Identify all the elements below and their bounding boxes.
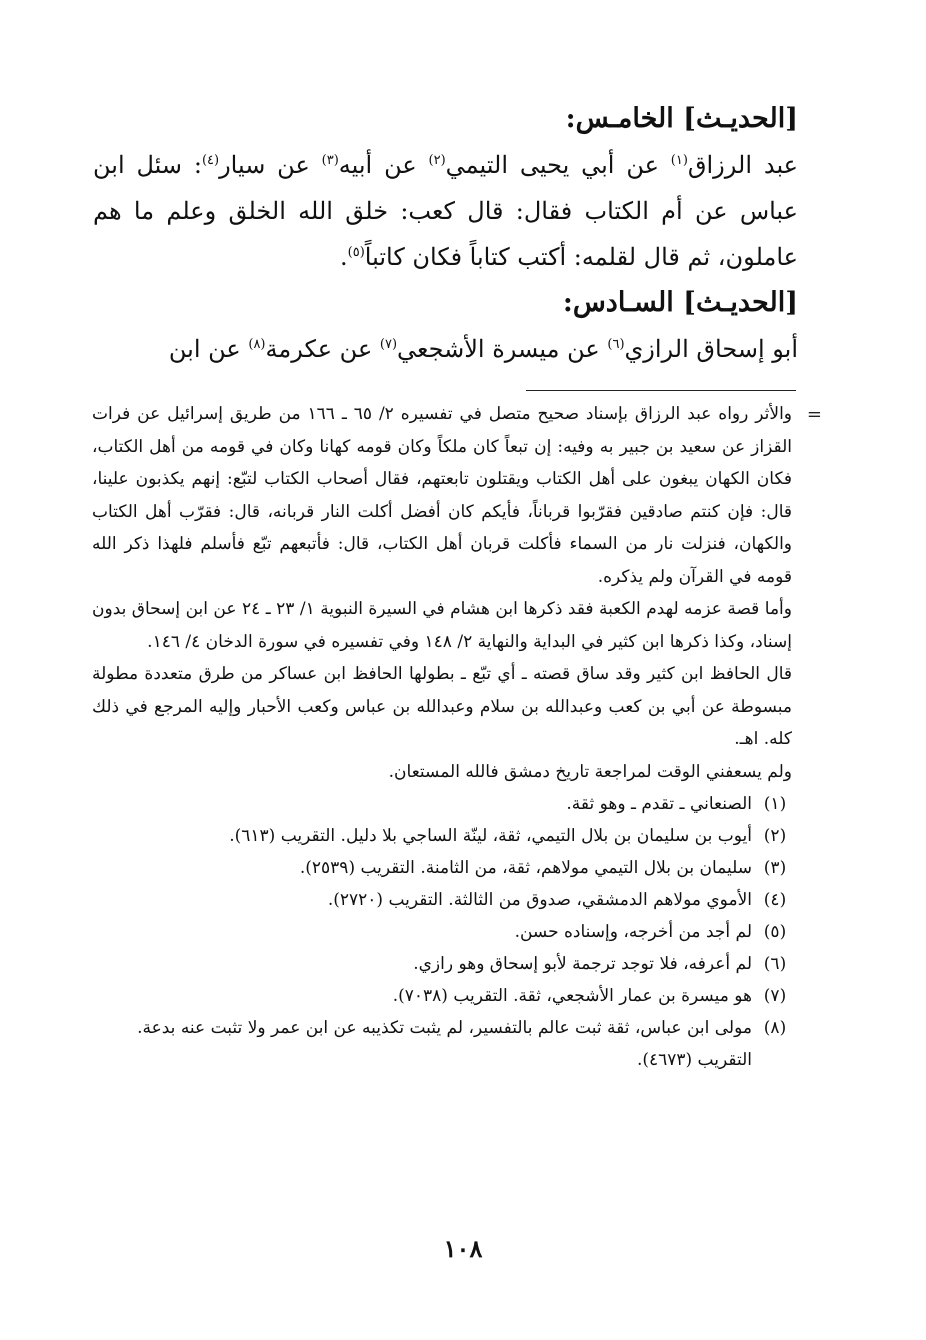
- footnote-ref: (١): [670, 153, 688, 168]
- footnote-ref: (٥): [347, 245, 365, 260]
- footnote-divider: [526, 390, 796, 391]
- note-paragraph: وأما قصة عزمه لهدم الكعبة فقد ذكرها ابن هشام في السيرة النبوية ١/ ٢٣ ـ ٢٤ عن ابن إسحاق بدون إسناد، وكذا ذكرها ابن كثير في البداية والنهاية ٢/ ١٤٨ وفي تفسيره في سورة الدخان ٤/ ١٤٦.: [92, 599, 792, 652]
- footnote-item: [92, 884, 792, 916]
- main-text: [93, 96, 798, 372]
- footnote-item: [92, 820, 792, 852]
- footnote-text: سليمان بن بلال التيمي مولاهم، ثقة، من الثامنة. التقريب (٢٥٣٩).: [299, 858, 752, 878]
- footnote-text: الصنعاني ـ تقدم ـ وهو ثقة.: [566, 794, 752, 814]
- footnote-number: (٣): [763, 858, 787, 878]
- footnote-ref: (٢): [428, 153, 446, 168]
- footnote-number: (٧): [763, 986, 787, 1006]
- footnote-item: [92, 916, 792, 948]
- hadith-6-heading: [الحديـث] السـادس:: [562, 287, 798, 318]
- continuation-mark: =: [806, 404, 822, 425]
- footnote-item: [92, 980, 792, 1012]
- footnote-item: [92, 1012, 792, 1076]
- footnote-ref: (٤): [201, 153, 220, 168]
- footnote-list: [92, 788, 792, 1076]
- footnote-number: (١): [763, 794, 787, 814]
- footnote-ref: (٧): [379, 337, 398, 352]
- footnote-text: لم أجد من أخرجه، وإسناده حسن.: [514, 922, 752, 942]
- footnote-ref: (٣): [321, 153, 339, 168]
- footnote-number: (٨): [763, 1018, 787, 1038]
- footnote-ref: (٦): [607, 337, 625, 352]
- footnote-number: (٦): [763, 954, 787, 974]
- footnote-item: [92, 852, 792, 884]
- hadith-5-text: عبد الرزاق$^{(١)}$ عن أبي يحيى التيمي$^{(٢)}$ عن أبيه$^{(٣)}$ عن سيار$^{(٤)}$: سئل ابن عباس عن أم الكتاب فقال: قال كعب: خلق الله الخلق وعلم ما هم عاملون، ثم قال لقلمه: أكتب كتاباً فكان كاتباً$^{(٥)}$.: [93, 151, 798, 271]
- note-paragraph: ولم يسعفني الوقت لمراجعة تاريخ دمشق فالله المستعان.: [388, 761, 792, 782]
- footnote-text: هو ميسرة بن عمار الأشجعي، ثقة. التقريب (٧٠٣٨).: [392, 986, 752, 1006]
- footnote-ref: (٨): [248, 337, 266, 352]
- hadith-5-heading: [الحديـث] الخامـس:: [565, 103, 798, 134]
- note-paragraph: والأثر رواه عبد الرزاق بإسناد صحيح متصل في تفسيره ٢/ ٦٥ ـ ١٦٦ من طريق إسرائيل عن فرات القزاز عن سعيد بن جبير به وفيه: إن تبعاً كان ملكاً وكان قومه كهانا وكان في قومه من أهل الكتاب، فكان الكهان يبغون على أهل الكتاب ويقتلون تابعتهم، فقال أصحاب الكتاب لتبّع: إنهم يكذبون علينا، قال: فإن كنتم صادقين فقرّبوا قرباناً، فأيكم كان أفضل أكلت النار قربانه، قال: فقرّب أهل الكتاب والكهان، فنزلت نار من السماء فأكلت قربان أهل الكتاب، قال: فأتبعهم تبّع فأسلم فلهذا ذكر الله قومه في القرآن ولم يذكره.: [92, 404, 792, 587]
- footnote-item: [92, 948, 792, 980]
- page-number: ١٠٨: [443, 1234, 483, 1263]
- note-paragraph: قال الحافظ ابن كثير وقد ساق قصته ـ أي تبّع ـ بطولها الحافظ ابن عساكر من طرق متعددة مطولة مبسوطة عن أبي بن كعب وعبدالله بن سلام وعبدالله بن عباس وكعب الأحبار وإليه المرجع في ذلك كله. اهـ.: [92, 664, 792, 749]
- footnote-item: [92, 788, 792, 820]
- footnote-number: (٤): [763, 890, 787, 910]
- hadith-6-text: أبو إسحاق الرازي$^{(٦)}$ عن ميسرة الأشجعي$^{(٧)}$ عن عكرمة$^{(٨)}$ عن ابن: [168, 335, 798, 363]
- footnote-text: لم أعرفه، فلا توجد ترجمة لأبو إسحاق وهو رازي.: [413, 954, 752, 974]
- footnotes-area: [92, 398, 792, 1076]
- footnote-text: مولى ابن عباس، ثقة ثبت عالم بالتفسير، لم يثبت تكذيبه عن ابن عمر ولا تثبت عنه بدعة. التقريب (٤٦٧٣).: [137, 1018, 752, 1070]
- footnote-text: أيوب بن سليمان بن بلال التيمي، ثقة، لينّة الساجي بلا دليل. التقريب (٦١٣).: [229, 826, 752, 846]
- footnote-number: (٥): [763, 922, 787, 942]
- footnote-number: (٢): [763, 826, 787, 846]
- footnote-text: الأموي مولاهم الدمشقي، صدوق من الثالثة. التقريب (٢٧٢٠).: [327, 890, 752, 910]
